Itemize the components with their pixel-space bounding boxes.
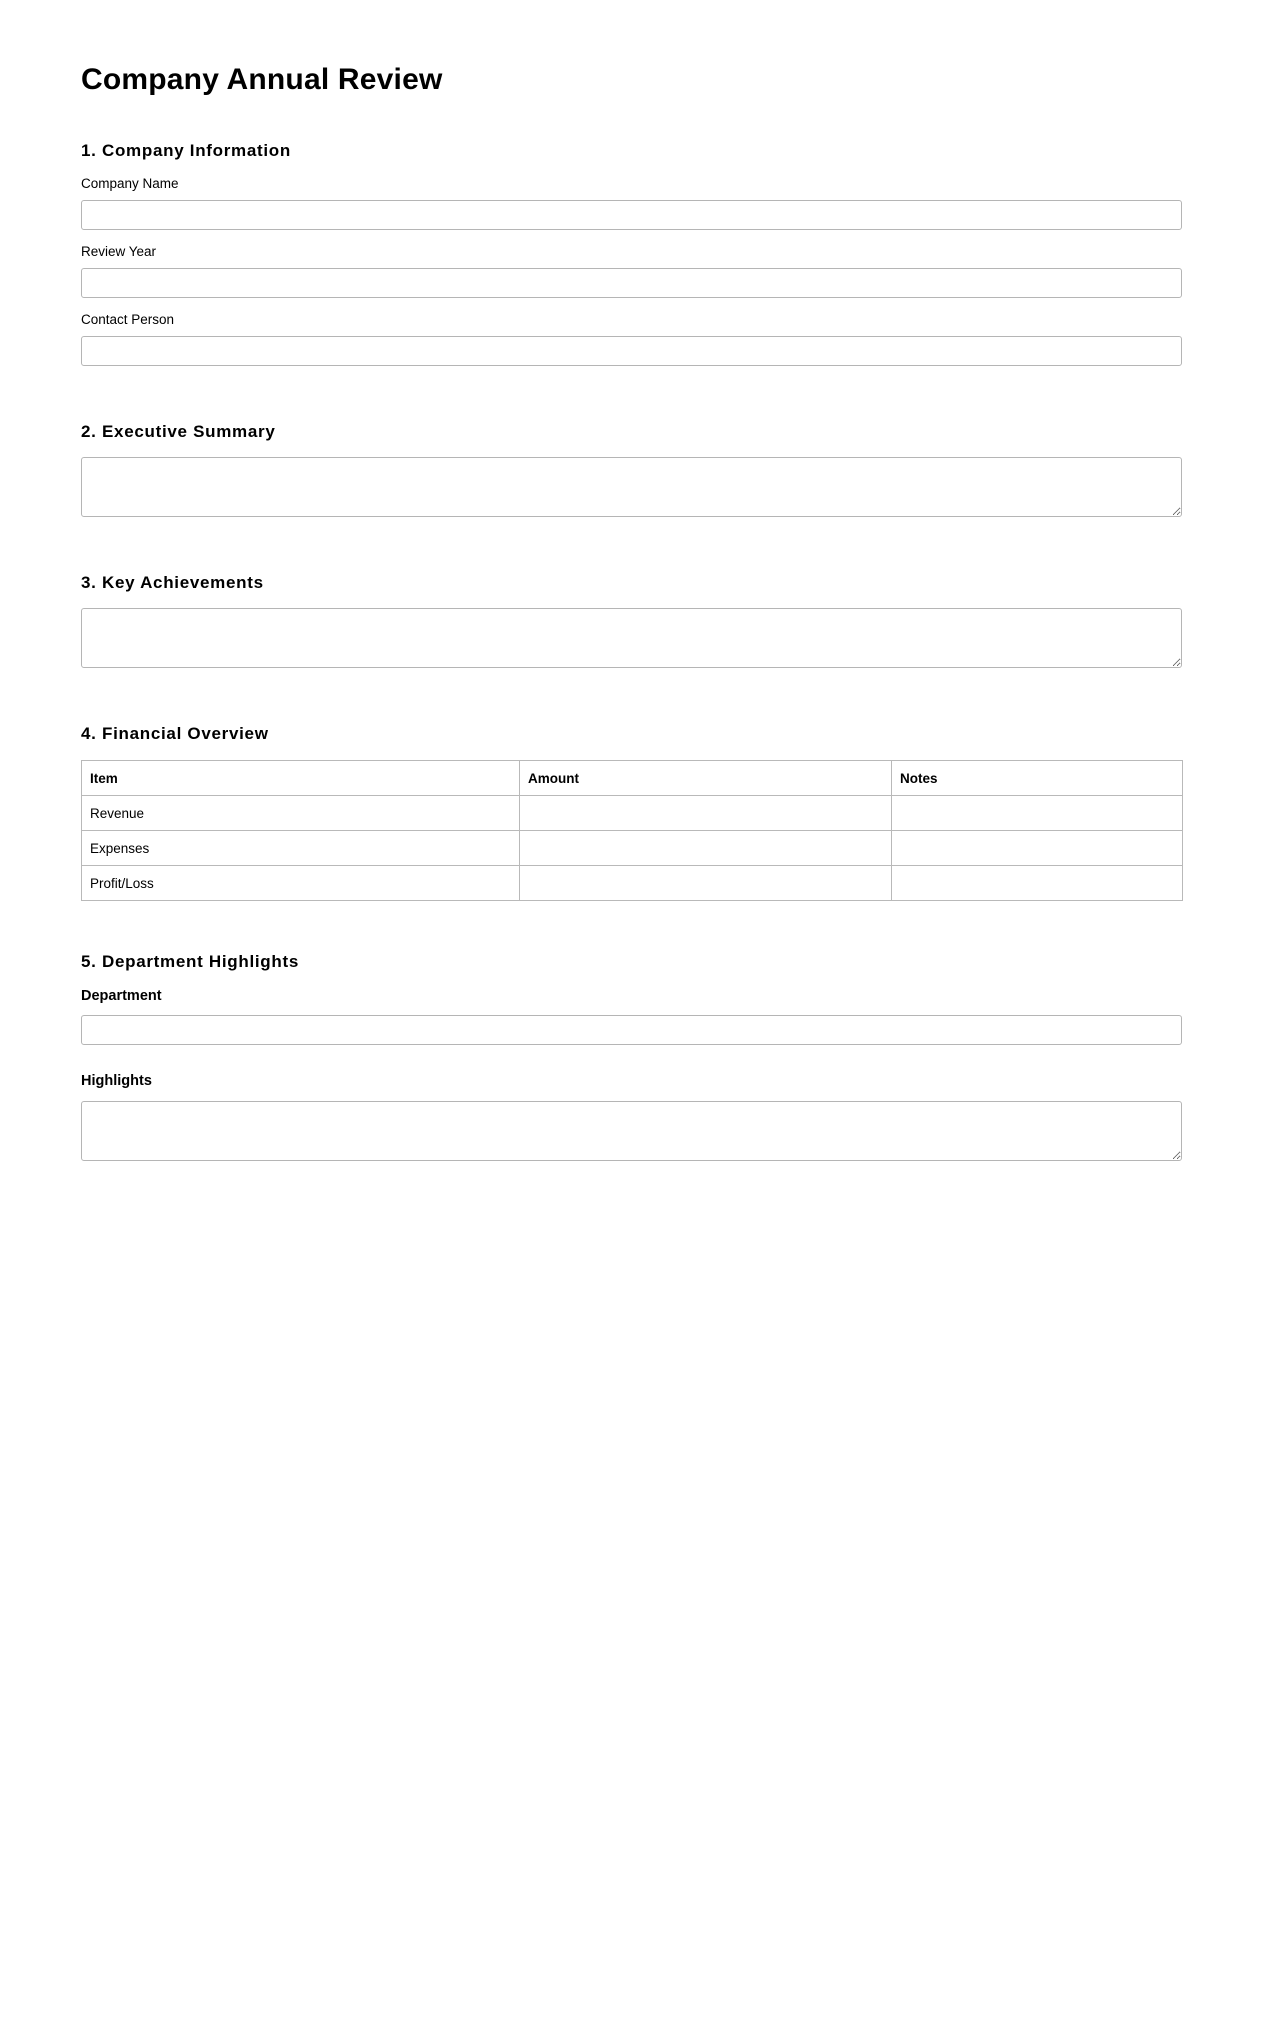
input-contact-person[interactable] <box>81 336 1182 366</box>
label-contact-person: Contact Person <box>81 311 175 327</box>
textarea-executive-summary[interactable] <box>81 457 1182 517</box>
section-key-achievements <box>81 517 1182 668</box>
cell-amount-profit-loss[interactable] <box>520 866 892 901</box>
table-row <box>82 796 1183 831</box>
cell-item-profit-loss: Profit/Loss <box>82 866 520 901</box>
cell-amount-revenue[interactable] <box>520 796 892 831</box>
page-title: Company Annual Review <box>81 63 443 96</box>
cell-item-revenue: Revenue <box>82 796 520 831</box>
section-heading-financial-overview: 4. Financial Overview <box>81 723 269 743</box>
section-heading-executive-summary: 2. Executive Summary <box>81 421 276 441</box>
section-department-highlights <box>81 901 1182 1161</box>
field-executive-summary <box>81 457 1182 517</box>
table-row <box>82 866 1183 901</box>
field-company-name <box>81 175 1182 230</box>
input-company-name[interactable] <box>81 200 1182 230</box>
column-header-amount: Amount <box>520 761 892 796</box>
section-heading-key-achievements: 3. Key Achievements <box>81 572 264 592</box>
cell-notes-expenses[interactable] <box>892 831 1183 866</box>
label-company-name: Company Name <box>81 176 179 192</box>
label-review-year: Review Year <box>81 243 157 259</box>
textarea-highlights[interactable] <box>81 1101 1182 1161</box>
section-heading-company-information: 1. Company Information <box>81 141 291 160</box>
column-header-notes: Notes <box>892 761 1183 796</box>
label-department: Department <box>81 988 162 1005</box>
page-bottom-whitespace <box>81 1161 1182 1901</box>
input-department[interactable] <box>81 1015 1182 1045</box>
column-header-item: Item <box>82 761 520 796</box>
section-company-information <box>81 98 1182 366</box>
table-row <box>82 831 1183 866</box>
field-highlights <box>81 1071 1182 1160</box>
section-heading-department-highlights: 5. Department Highlights <box>81 952 299 972</box>
cell-item-expenses: Expenses <box>82 831 520 866</box>
field-review-year <box>81 243 1182 298</box>
cell-amount-expenses[interactable] <box>520 831 892 866</box>
label-highlights: Highlights <box>81 1073 152 1090</box>
financial-overview-table <box>81 760 1183 901</box>
section-financial-overview <box>81 668 1182 901</box>
input-review-year[interactable] <box>81 268 1182 298</box>
field-department <box>81 986 1182 1045</box>
section-executive-summary <box>81 366 1182 517</box>
field-contact-person <box>81 311 1182 366</box>
cell-notes-profit-loss[interactable] <box>892 866 1183 901</box>
textarea-key-achievements[interactable] <box>81 608 1182 668</box>
cell-notes-revenue[interactable] <box>892 796 1183 831</box>
field-key-achievements <box>81 608 1182 668</box>
table-header-row <box>82 761 1183 796</box>
